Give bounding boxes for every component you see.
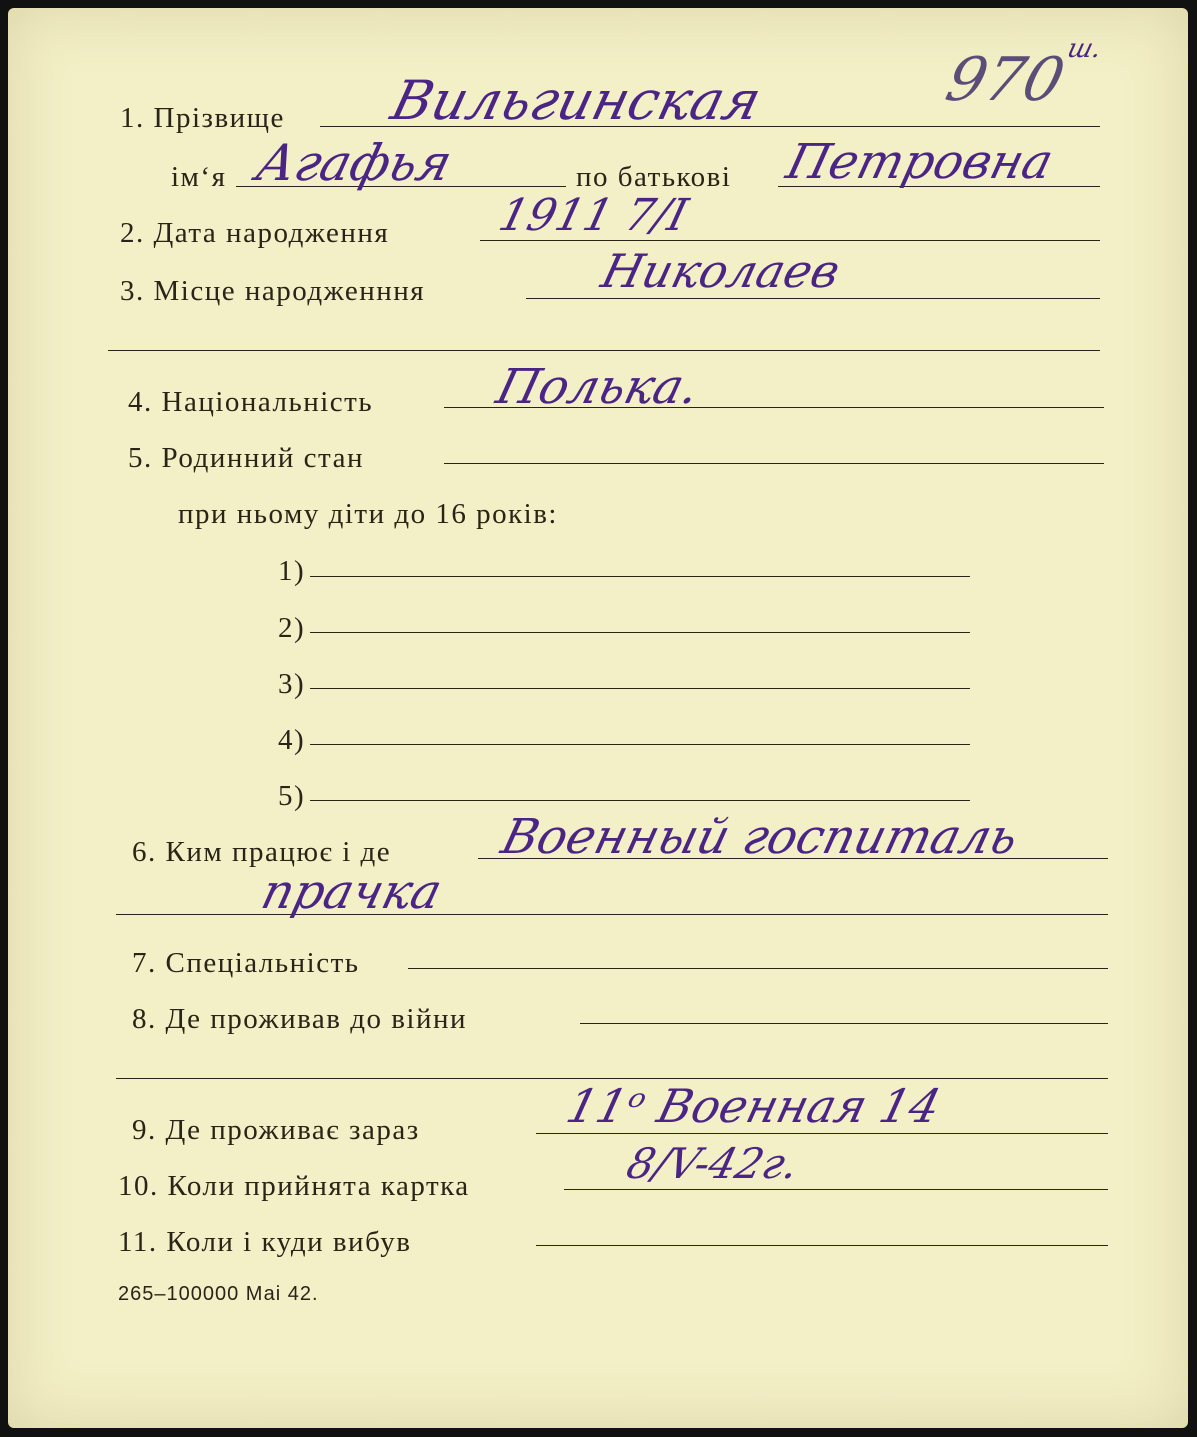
prewar-label: 8. Де проживав до війни [132, 1003, 468, 1035]
departed-line [536, 1245, 1108, 1246]
specialty-line [408, 968, 1108, 969]
specialty-label: 7. Спеціальність [132, 947, 360, 979]
prewar-line [580, 1023, 1108, 1024]
marital-label: 5. Родинний стан [128, 442, 364, 474]
work-value-1: Военный госпиталь [496, 809, 1024, 865]
birth-place-line [526, 298, 1100, 299]
accepted-value: 8/V-42г. [622, 1139, 804, 1188]
work-value-2: прачка [256, 864, 448, 920]
child-number-2: 2) [278, 612, 306, 644]
departed-label: 11. Коли і куди вибув [118, 1226, 412, 1258]
current-line [536, 1133, 1108, 1134]
surname-label: 1. Прізвище [120, 102, 285, 134]
patronymic-label: по батькові [576, 161, 732, 193]
nationality-label: 4. Національність [128, 386, 374, 418]
child-line-1 [310, 576, 970, 577]
birth-place-value: Николаев [596, 244, 846, 298]
patronymic-value: Петровна [781, 134, 1059, 190]
child-line-3 [310, 688, 970, 689]
print-footer: 265–100000 Маі 42. [118, 1283, 319, 1305]
child-number-4: 4) [278, 724, 306, 756]
accepted-label: 10. Коли прийнята картка [118, 1170, 470, 1202]
children-label: при ньому діти до 16 років: [178, 498, 558, 530]
birth-place-line-2 [108, 350, 1100, 351]
current-label: 9. Де проживає зараз [132, 1114, 420, 1146]
birth-date-label: 2. Дата народження [120, 217, 390, 249]
registration-card [8, 8, 1188, 1428]
surname-value: Вильгинская [385, 69, 768, 132]
birth-date-value: 1911 7/I [493, 190, 693, 241]
child-number-5: 5) [278, 780, 306, 812]
card-number: 970 [939, 45, 1072, 115]
birth-place-label: 3. Місце народженння [120, 275, 426, 307]
child-line-4 [310, 744, 970, 745]
card-number-suffix: ш. [1064, 34, 1105, 64]
child-line-2 [310, 632, 970, 633]
child-number-3: 3) [278, 668, 306, 700]
child-number-1: 1) [278, 555, 306, 587]
name-value: Агафья [250, 134, 458, 192]
nationality-value: Полька. [491, 359, 705, 415]
name-label: ім‘я [171, 161, 227, 193]
current-value: 11ᵒ Военная 14 [561, 1079, 946, 1133]
accepted-line [564, 1189, 1108, 1190]
marital-line [444, 463, 1104, 464]
work-label: 6. Ким працює і де [132, 836, 392, 868]
child-line-5 [310, 800, 970, 801]
